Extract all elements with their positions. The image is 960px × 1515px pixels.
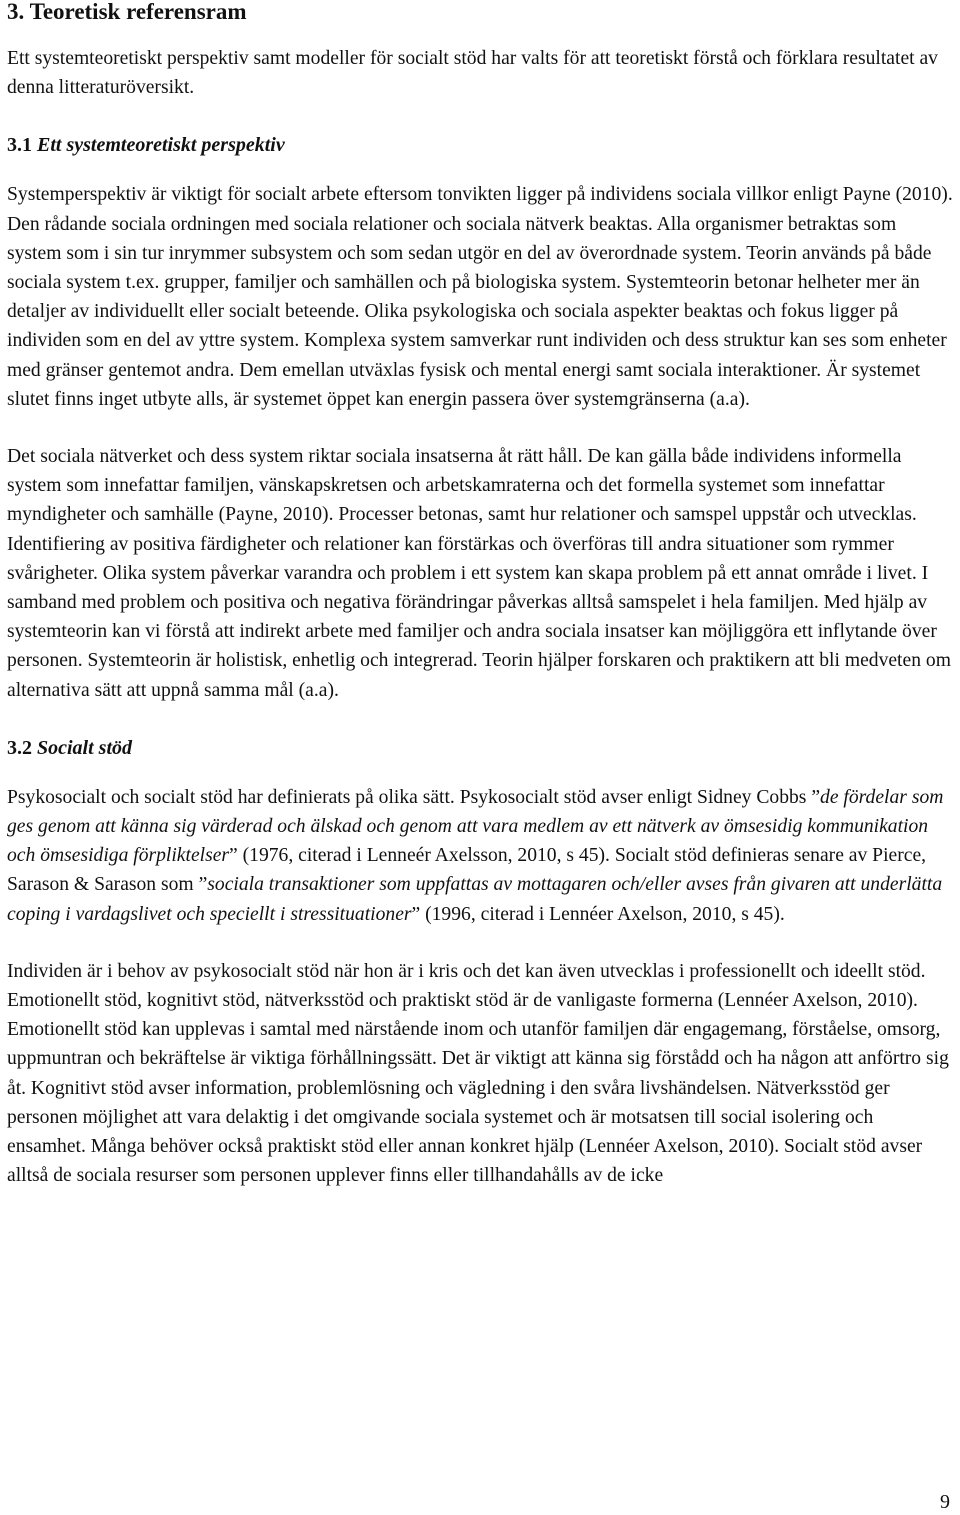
section-heading-3-2 bbox=[7, 734, 953, 763]
section-title: Socialt stöd bbox=[37, 736, 133, 759]
text-run: Psykosocialt och socialt stöd har definierats på olika sätt. Psykosocialt stöd avser enligt Sidney Cobbs ” bbox=[7, 786, 821, 808]
quote-cobb: de fördelar som ges genom att känna sig värderad och älskad och genom att vara medlem av ett nätverk av ömsesidig kommunikation och ömsesidiga förpliktelser bbox=[7, 786, 944, 867]
page-number: 9 bbox=[940, 1491, 950, 1513]
text-run: ” (1976, citerad i Lenneér Axelsson, 2010, s 45). Socialt stöd definieras senare av Pierce, Sarason & Sarason som ” bbox=[7, 845, 927, 896]
section-title: Ett systemteoretiskt perspektiv bbox=[37, 134, 285, 157]
paragraph-social-support-1 bbox=[7, 783, 953, 929]
paragraph-social-support-2: Individen är i behov av psykosocialt stöd när hon är i kris och det kan även utvecklas i professionellt och ideellt stöd. Emotionellt stöd, kognitivt stöd, nätverksstöd och praktiskt stöd är de vanligaste formerna (Lennéer Axelson, 2010). Emotionellt stöd kan upplevas i samtal med närstående inom och utanför familjen där engagemang, förståelse, omsorg, uppmuntran och bekräftelse är viktiga förhållningssätt. Det är viktigt att känna sig förstådd och ha någon att anförtro sig åt. Kognitivt stöd avser information, problemlösning och vägledning i den svåra livshändelsen. Nätverksstöd ger personen möjlighet att vara delaktig i det omgivande sociala systemet och är motsatsen till social isolering och ensamhet. Många behöver också praktiskt stöd eller annan konkret hjälp (Lennéer Axelson, 2010). Socialt stöd avser alltså de sociala resurser som personen upplever finns eller tillhandahålls av de icke bbox=[7, 960, 949, 1187]
section-number: 3.2 bbox=[7, 736, 32, 759]
paragraph-systems-2: Det sociala nätverket och dess system riktar sociala insatserna åt rätt håll. De kan gälla både individens informella system som innefattar familjen, vänskapskretsen och arbetskamraterna och det formella systemet som innefattar myndigheter och samhälle (Payne, 2010). Processer betonas, samt hur relationer och samspel uppstår och utvecklas. Identifiering av positiva färdigheter och relationer kan förstärkas och överföras till andra situationer som rymmer svårigheter. Olika system påverkar varandra och problem i ett system kan skapa problem på ett annat område i livet. I samband med problem och positiva och negativa förändringar påverkas alltså samspelet i hela familjen. Med hjälp av systemteorin kan vi förstå att indirekt arbete med familjer och andra sociala insatser kan möjliggöra ett inflytande över personen. Systemteorin är holistisk, enhetlig och integrerad. Teorin hjälper forskaren och praktikern att bli medveten om alternativa sätt att uppnå samma mål (a.a). bbox=[7, 446, 951, 701]
document-page bbox=[7, 0, 953, 1191]
section-heading-3-1 bbox=[7, 131, 953, 160]
section-number: 3.1 bbox=[7, 134, 32, 157]
quote-pierce-sarason: sociala transaktioner som uppfattas av mottagaren och/eller avses från givaren att underlätta coping i vardagslivet och speciellt i stressituationer bbox=[7, 874, 943, 925]
text-run: ” (1996, citerad i Lennéer Axelson, 2010, s 45). bbox=[411, 903, 785, 925]
chapter-intro: Ett systemteoretiskt perspektiv samt modeller för socialt stöd har valts för att teoretiskt förstå och förklara resultatet av denna litteraturöversikt. bbox=[7, 48, 938, 99]
chapter-heading: 3. Teoretisk referensram bbox=[7, 0, 247, 24]
paragraph-systems-1: Systemperspektiv är viktigt för socialt arbete eftersom tonvikten ligger på individens sociala villkor enligt Payne (2010). Den rådande sociala ordningen med sociala relationer och sociala nätverk beaktas. Alla organismer betraktas som system som i sin tur inrymmer subsystem och som sedan utgör en del av överordnade system. Teorin används på både sociala system t.ex. grupper, familjer och samhällen och på biologiska system. Systemteorin betonar helheter mer än detaljer av individuellt eller socialt beteende. Olika psykologiska och sociala aspekter beaktas och fokus ligger på individen som en del av yttre system. Komplexa system samverkar runt individen och dess struktur kan ses som enheter med gränser gentemot andra. Dem emellan utväxlas fysisk och mental energi samt sociala interaktioner. Är systemet slutet finns inget utbyte alls, är systemet öppet kan energin passera över systemgränserna (a.a). bbox=[7, 184, 953, 410]
